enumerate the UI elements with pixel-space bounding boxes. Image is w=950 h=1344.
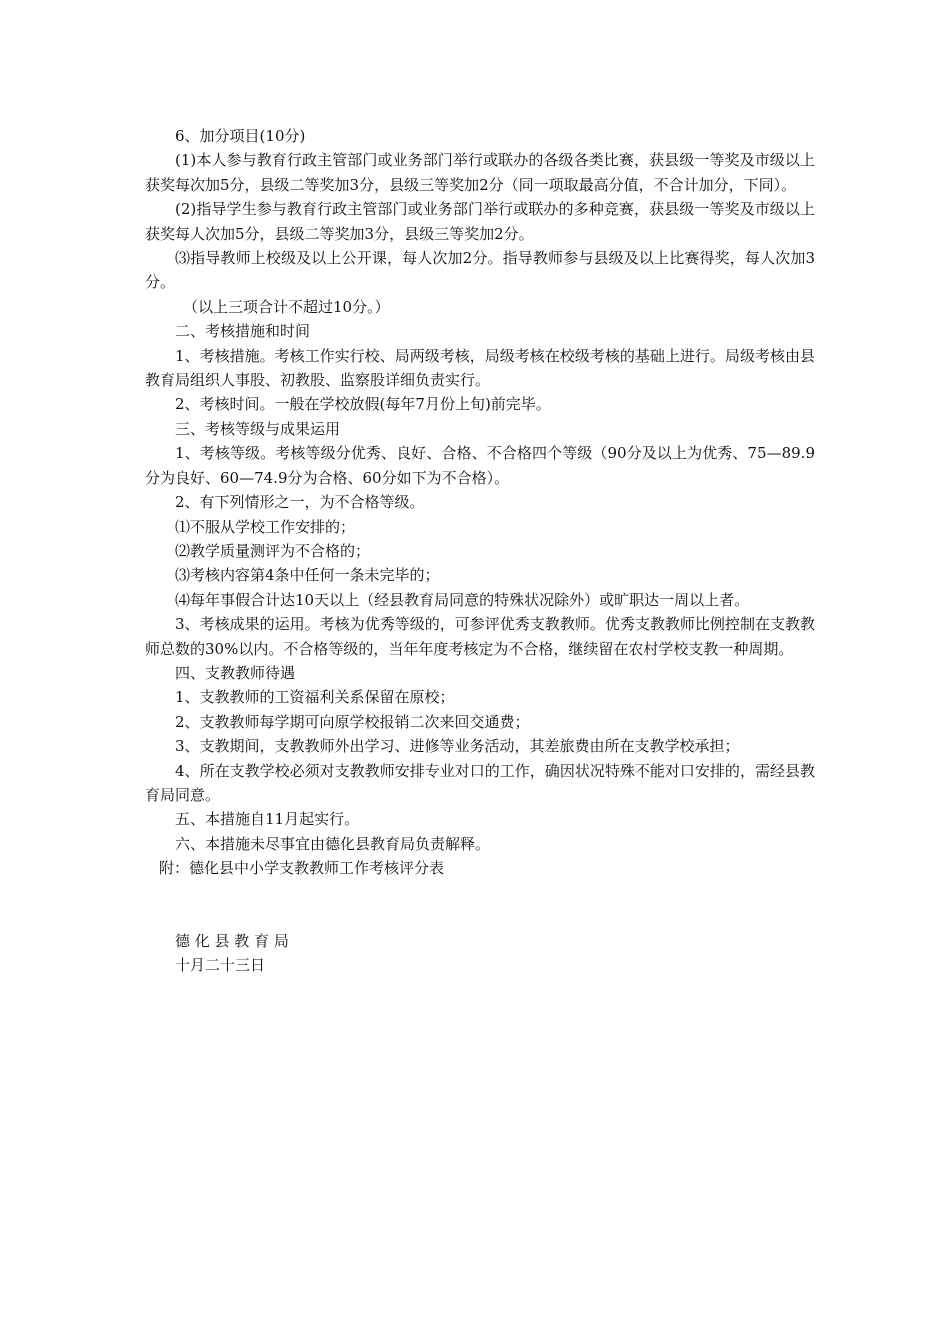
paragraph-grades-2: 2、有下列情形之一，为不合格等级。 [175,493,425,512]
paragraph-benefits-2: 2、支教教师每学期可向原学校报销二次来回交通费； [175,712,530,731]
section-heading-effective: 五、本措施自11月起实行。 [175,810,360,829]
paragraph-grades-item-4: ⑷每年事假合计达10天以上（经县教育局同意的特殊状况除外）或旷职达一周以上者。 [175,590,750,609]
paragraph-measures-2: 2、考核时间。一般在学校放假(每年7月份上旬)前完毕。 [175,395,551,414]
paragraph-grades-item-1: ⑴不服从学校工作安排的； [175,517,356,536]
section-heading-measures: 二、考核措施和时间 [175,322,311,341]
paragraph-grades-item-2: ⑵教学质量测评为不合格的； [175,541,371,560]
paragraph-bonus-3: ⑶指导教师上校级及以上公开课，每人次加2分。指导教师参与县级及以上比赛得奖，每人次加3分。 [145,249,815,292]
paragraph-benefits-4: 4、所在支教学校必须对支教教师安排专业对口的工作，确因状况特殊不能对口安排的，需经县教育局同意。 [145,761,815,804]
document-body [145,124,815,977]
paragraph-grades-1: 1、考核等级。考核等级分优秀、良好、合格、不合格四个等级（90分及以上为优秀、75—89.9分为良好、60—74.9分为合格、60分如下为不合格）。 [145,444,815,487]
paragraph-grades-3: 3、考核成果的运用。考核为优秀等级的，可参评优秀支教教师。优秀支教教师比例控制在支教教师总数的30%以内。不合格等级的，当年年度考核定为不合格，继续留在农村学校支教一种周期。 [145,615,815,658]
paragraph-bonus-heading: 6、加分项目(10分) [175,127,306,145]
paragraph-bonus-note: （以上三项合计不超过10分。） [183,297,390,316]
section-heading-interpretation: 六、本措施未尽事宜由德化县教育局负责解释。 [175,834,491,853]
paragraph-bonus-2: (2)指导学生参与教育行政主管部门或业务部门举行或联办的多种竞赛，获县级一等奖及市级以上获奖每人次加5分，县级二等奖加3分，县级三等奖加2分。 [145,200,815,243]
signature-org: 德 化 县 教 育 局 [175,931,289,950]
signature-date: 十月二十三日 [175,956,266,974]
paragraph-bonus-1: (1)本人参与教育行政主管部门或业务部门举行或联办的各级各类比赛，获县级一等奖及市级以上获奖每次加5分，县级二等奖加3分，县级三等奖加2分（同一项取最高分值，不合计加分，下同）。 [145,151,815,194]
attachment-line: 附：德化县中小学支教教师工作考核评分表 [159,859,445,878]
spacer [145,881,815,929]
paragraph-measures-1: 1、考核措施。考核工作实行校、局两级考核，局级考核在校级考核的基础上进行。局级考核由县教育局组织人事股、初教股、监察股详细负责实行。 [145,346,815,390]
section-heading-benefits: 四、支教教师待遇 [175,663,296,682]
section-heading-grades: 三、考核等级与成果运用 [175,419,341,438]
paragraph-benefits-3: 3、支教期间，支教教师外出学习、进修等业务活动，其差旅费由所在支教学校承担； [175,737,740,756]
paragraph-benefits-1: 1、支教教师的工资福利关系保留在原校； [175,688,455,707]
paragraph-grades-item-3: ⑶考核内容第4条中任何一条未完毕的； [175,566,440,585]
